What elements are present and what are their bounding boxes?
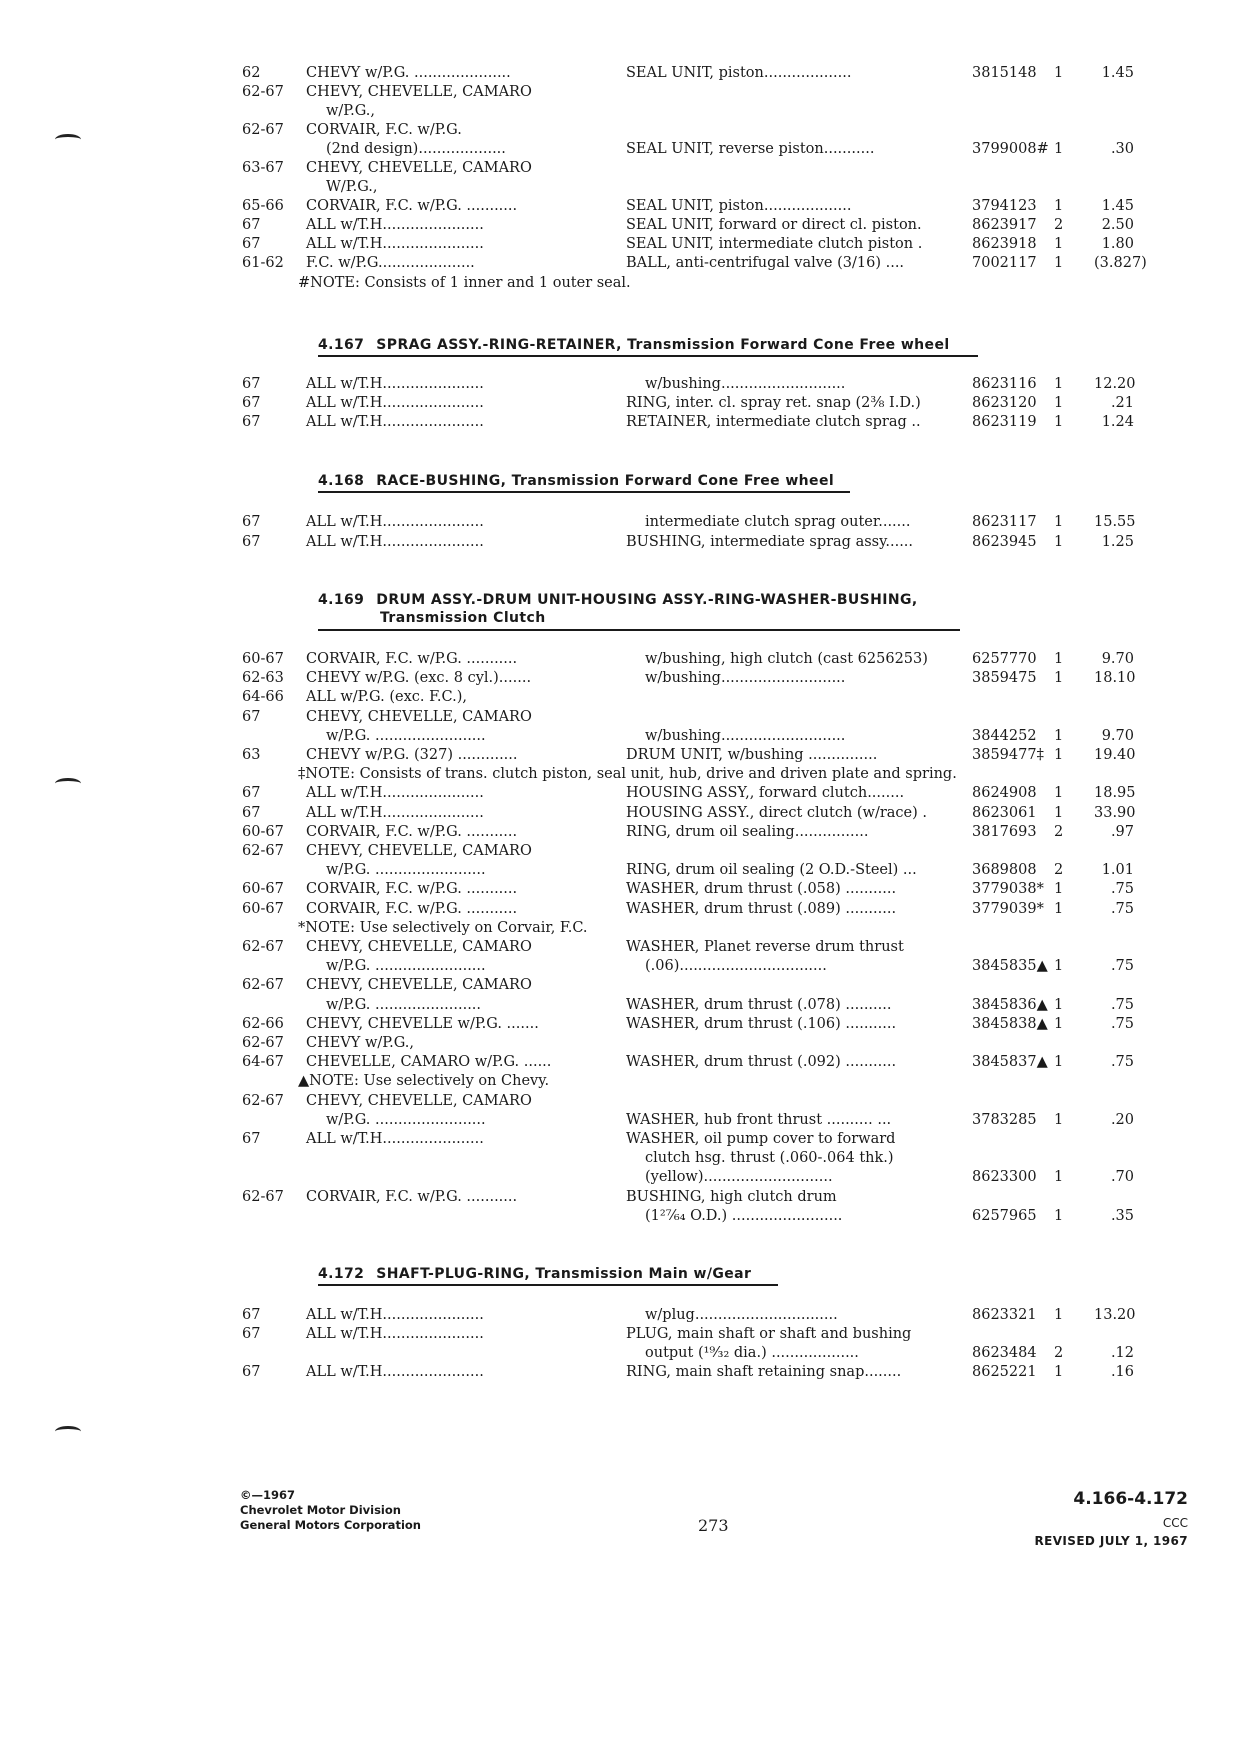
quantity: 1 xyxy=(1054,1169,1064,1186)
part-row xyxy=(0,938,1248,957)
part-row xyxy=(0,216,1248,235)
price: 1.80 xyxy=(1101,236,1134,252)
part-number: 8623061 xyxy=(972,804,1037,821)
application: ALL w/T.H...................... xyxy=(306,1131,484,1147)
company-line-2: General Motors Corporation xyxy=(240,1518,421,1532)
application: ALL w/T.H...................... xyxy=(306,1307,484,1323)
part-row xyxy=(0,669,1248,688)
model-years: 62-67 xyxy=(242,977,284,994)
quantity: 1 xyxy=(1054,141,1064,157)
quantity: 1 xyxy=(1054,198,1064,214)
part-description: (.06)................................ xyxy=(645,958,827,975)
price: 2.50 xyxy=(1101,217,1134,233)
part-row xyxy=(0,1130,1248,1149)
part-row xyxy=(0,178,1248,197)
quantity: 1 xyxy=(1054,65,1064,81)
part-row xyxy=(0,1363,1248,1382)
part-row xyxy=(0,159,1248,178)
part-row xyxy=(0,64,1248,83)
model-years: 67 xyxy=(242,708,261,725)
part-number: 7002117 xyxy=(972,255,1037,271)
section-heading-4-169 xyxy=(318,591,918,627)
part-row xyxy=(0,513,1248,532)
application: w/P.G. ....................... xyxy=(326,996,482,1013)
model-years: 67 xyxy=(242,395,261,411)
footer-copyright-block xyxy=(240,1488,421,1533)
model-years: 62 xyxy=(242,65,261,81)
part-description: SEAL UNIT, piston................... xyxy=(626,198,852,214)
note-row xyxy=(0,765,1248,784)
application: w/P.G. ........................ xyxy=(326,862,486,879)
section-number: 4.172 xyxy=(318,1266,365,1282)
model-years: 67 xyxy=(242,1307,261,1323)
part-description: RETAINER, intermediate clutch sprag .. xyxy=(626,414,921,430)
quantity: 1 xyxy=(1054,1054,1064,1071)
part-row xyxy=(0,900,1248,919)
application: ALL w/T.H...................... xyxy=(306,1364,484,1380)
application: ALL w/T.H...................... xyxy=(306,395,484,411)
heading-underline xyxy=(318,629,960,631)
application: CORVAIR, F.C. w/P.G. ........... xyxy=(306,1188,518,1205)
part-description: PLUG, main shaft or shaft and bushing xyxy=(626,1326,912,1342)
part-description: HOUSING ASSY., direct clutch (w/race) . xyxy=(626,804,927,821)
part-description: WASHER, oil pump cover to forward xyxy=(626,1131,896,1147)
part-number: 8623945 xyxy=(972,533,1037,550)
price: 1.45 xyxy=(1101,65,1134,81)
quantity: 2 xyxy=(1054,1345,1064,1361)
model-years: 62-63 xyxy=(242,670,284,687)
price: .35 xyxy=(1110,1207,1134,1224)
part-row xyxy=(0,1092,1248,1111)
application: ALL w/T.H...................... xyxy=(306,236,484,252)
part-row xyxy=(0,140,1248,159)
part-row xyxy=(0,375,1248,394)
application: ALL w/T.H...................... xyxy=(306,785,484,802)
quantity: 1 xyxy=(1054,255,1064,271)
quantity: 1 xyxy=(1054,804,1064,821)
application: CHEVY, CHEVELLE, CAMARO xyxy=(306,939,532,955)
quantity: 1 xyxy=(1054,958,1064,975)
application: w/P.G. ........................ xyxy=(326,1111,486,1128)
price: 15.55 xyxy=(1094,514,1136,530)
quantity: 1 xyxy=(1054,1307,1064,1323)
price: .75 xyxy=(1110,900,1134,917)
note-text: #NOTE: Consists of 1 inner and 1 outer seal. xyxy=(298,275,631,291)
application: ALL w/P.G. (exc. F.C.), xyxy=(306,689,467,706)
part-description: WASHER, drum thrust (.092) ........... xyxy=(626,1054,897,1071)
part-number: 3779039* xyxy=(972,900,1044,917)
part-number: 8623119 xyxy=(972,414,1037,430)
model-years: 60-67 xyxy=(242,900,284,917)
part-number: 3845837▲ xyxy=(972,1054,1048,1071)
model-years: 62-67 xyxy=(242,1092,284,1109)
application: ALL w/T.H...................... xyxy=(306,1326,484,1342)
price: .75 xyxy=(1110,996,1134,1013)
application: w/P.G., xyxy=(326,103,376,119)
part-row xyxy=(0,880,1248,899)
price: 1.25 xyxy=(1101,533,1134,550)
part-row xyxy=(0,1207,1248,1226)
model-years: 64-67 xyxy=(242,1054,284,1071)
part-row xyxy=(0,784,1248,803)
application: CHEVY, CHEVELLE w/P.G. ....... xyxy=(306,1015,539,1032)
application: CORVAIR, F.C. w/P.G. ........... xyxy=(306,900,518,917)
part-description: SEAL UNIT, intermediate clutch piston . xyxy=(626,236,923,252)
quantity: 1 xyxy=(1054,533,1064,550)
quantity: 1 xyxy=(1054,514,1064,530)
part-description: DRUM UNIT, w/bushing ............... xyxy=(626,747,878,763)
part-row xyxy=(0,650,1248,669)
price: .75 xyxy=(1110,1015,1134,1032)
part-description: w/plug............................... xyxy=(645,1307,838,1323)
part-row xyxy=(0,688,1248,707)
price: 18.10 xyxy=(1094,670,1136,687)
part-row xyxy=(0,957,1248,976)
application: w/P.G. ........................ xyxy=(326,958,486,975)
part-description: WASHER, drum thrust (.058) ........... xyxy=(626,881,897,898)
quantity: 1 xyxy=(1054,651,1064,667)
model-years: 60-67 xyxy=(242,651,284,667)
model-years: 67 xyxy=(242,533,261,550)
part-row xyxy=(0,861,1248,880)
part-row xyxy=(0,727,1248,746)
part-number: 3859475 xyxy=(972,670,1037,687)
price: 18.95 xyxy=(1094,785,1136,802)
part-description: BUSHING, high clutch drum xyxy=(626,1188,837,1205)
price: 1.01 xyxy=(1101,862,1134,879)
model-years: 61-62 xyxy=(242,255,284,271)
part-description: (1²⁷⁄₆₄ O.D.) ........................ xyxy=(645,1207,843,1224)
section-title: SPRAG ASSY.-RING-RETAINER, Transmission Forward Cone Free wheel xyxy=(376,337,950,353)
heading-underline xyxy=(318,355,978,357)
section-heading-4-172 xyxy=(318,1265,751,1283)
application: ALL w/T.H...................... xyxy=(306,414,484,430)
part-number: 8623120 xyxy=(972,395,1037,411)
quantity: 1 xyxy=(1054,996,1064,1013)
quantity: 1 xyxy=(1054,1015,1064,1032)
model-years: 62-67 xyxy=(242,1035,284,1051)
part-row xyxy=(0,1053,1248,1072)
model-years: 67 xyxy=(242,785,261,802)
part-number: 3817693 xyxy=(972,823,1037,840)
part-number: 8623917 xyxy=(972,217,1037,233)
price: 9.70 xyxy=(1101,651,1134,667)
part-number: 3799008# xyxy=(972,141,1049,157)
part-description: RING, drum oil sealing (2 O.D.-Steel) ... xyxy=(626,862,917,879)
application: CHEVY, CHEVELLE, CAMARO xyxy=(306,708,532,725)
revision-date: REVISED JULY 1, 1967 xyxy=(1034,1534,1188,1548)
quantity: 2 xyxy=(1054,823,1064,840)
part-row xyxy=(0,121,1248,140)
part-description: SEAL UNIT, forward or direct cl. piston. xyxy=(626,217,922,233)
application: CHEVELLE, CAMARO w/P.G. ...... xyxy=(306,1054,552,1071)
part-number: 3783285 xyxy=(972,1111,1037,1128)
quantity: 1 xyxy=(1054,1207,1064,1224)
price: .70 xyxy=(1110,1169,1134,1186)
part-number: 6257965 xyxy=(972,1207,1037,1224)
application: ALL w/T.H...................... xyxy=(306,376,484,392)
model-years: 67 xyxy=(242,236,261,252)
part-number: 3845836▲ xyxy=(972,996,1048,1013)
quantity: 2 xyxy=(1054,217,1064,233)
application: F.C. w/P.G..................... xyxy=(306,255,475,271)
part-description: WASHER, Planet reverse drum thrust xyxy=(626,939,904,955)
part-number: 8623117 xyxy=(972,514,1037,530)
part-number: 8625221 xyxy=(972,1364,1037,1380)
model-years: 60-67 xyxy=(242,881,284,898)
application: CHEVY w/P.G. ..................... xyxy=(306,65,511,81)
part-row xyxy=(0,413,1248,432)
price: .97 xyxy=(1110,823,1134,840)
part-number: 3844252 xyxy=(972,727,1037,744)
model-years: 64-66 xyxy=(242,689,284,706)
model-years: 67 xyxy=(242,414,261,430)
part-row xyxy=(0,1168,1248,1187)
model-years: 62-67 xyxy=(242,122,284,138)
section-heading-4-167 xyxy=(318,336,950,354)
part-row xyxy=(0,1111,1248,1130)
application: (2nd design)................... xyxy=(326,141,506,157)
price: .16 xyxy=(1110,1364,1134,1380)
application: ALL w/T.H...................... xyxy=(306,804,484,821)
quantity: 1 xyxy=(1054,670,1064,687)
note-text: ‡NOTE: Consists of trans. clutch piston, seal unit, hub, drive and driven plate and spring. xyxy=(298,766,957,783)
model-years: 62-67 xyxy=(242,84,284,100)
part-row xyxy=(0,102,1248,121)
footer-revision-block xyxy=(1034,1488,1188,1550)
section-title-line2: Transmission Clutch xyxy=(380,610,546,626)
heading-underline xyxy=(318,491,850,493)
part-row xyxy=(0,996,1248,1015)
quantity: 2 xyxy=(1054,862,1064,879)
part-description: WASHER, drum thrust (.078) .......... xyxy=(626,996,892,1013)
quantity: 1 xyxy=(1054,747,1064,763)
model-years: 67 xyxy=(242,804,261,821)
price: 1.45 xyxy=(1101,198,1134,214)
application: ALL w/T.H...................... xyxy=(306,533,484,550)
section-title: SHAFT-PLUG-RING, Transmission Main w/Gear xyxy=(376,1266,752,1282)
note-text: ▲NOTE: Use selectively on Chevy. xyxy=(298,1073,550,1090)
quantity: 1 xyxy=(1054,1364,1064,1380)
model-years: 63-67 xyxy=(242,160,284,176)
model-years: 60-67 xyxy=(242,823,284,840)
price: 13.20 xyxy=(1094,1307,1136,1323)
application: CHEVY, CHEVELLE, CAMARO xyxy=(306,84,532,100)
quantity: 1 xyxy=(1054,414,1064,430)
part-description: WASHER, hub front thrust .......... ... xyxy=(626,1111,892,1128)
price: 33.90 xyxy=(1094,804,1136,821)
part-number: 8623918 xyxy=(972,236,1037,252)
section-range: 4.166-4.172 xyxy=(1073,1489,1188,1509)
note-row xyxy=(0,1072,1248,1091)
part-row xyxy=(0,533,1248,552)
part-description: RING, drum oil sealing................ xyxy=(626,823,869,840)
part-number: 6257770 xyxy=(972,651,1037,667)
part-number: 8623321 xyxy=(972,1307,1037,1323)
part-row xyxy=(0,1015,1248,1034)
part-description: BUSHING, intermediate sprag assy...... xyxy=(626,533,914,550)
price: .30 xyxy=(1110,141,1134,157)
part-row xyxy=(0,976,1248,995)
heading-underline xyxy=(318,1284,778,1286)
part-number: 8623300 xyxy=(972,1169,1037,1186)
part-number: 8624908 xyxy=(972,785,1037,802)
model-years: 63 xyxy=(242,747,261,763)
part-number: 3845838▲ xyxy=(972,1015,1048,1032)
application: CHEVY, CHEVELLE, CAMARO xyxy=(306,1092,532,1109)
section-number: 4.168 xyxy=(318,473,365,489)
copyright: ©—1967 xyxy=(240,1488,296,1502)
part-row xyxy=(0,1034,1248,1053)
part-description: SEAL UNIT, reverse piston........... xyxy=(626,141,875,157)
price: 1.24 xyxy=(1101,414,1134,430)
application: W/P.G., xyxy=(326,179,378,195)
part-row xyxy=(0,804,1248,823)
model-years: 67 xyxy=(242,376,261,392)
part-description: RING, inter. cl. spray ret. snap (2⅜ I.D.) xyxy=(626,395,921,411)
part-row xyxy=(0,1149,1248,1168)
price: .75 xyxy=(1110,958,1134,975)
model-years: 67 xyxy=(242,1364,261,1380)
application: CORVAIR, F.C. w/P.G. ........... xyxy=(306,651,518,667)
page-number: 273 xyxy=(698,1516,729,1535)
model-years: 62-66 xyxy=(242,1015,284,1032)
quantity: 1 xyxy=(1054,785,1064,802)
application: CHEVY, CHEVELLE, CAMARO xyxy=(306,977,532,994)
section-title: RACE-BUSHING, Transmission Forward Cone Free wheel xyxy=(376,473,835,489)
application: CORVAIR, F.C. w/P.G. xyxy=(306,122,462,138)
price: .75 xyxy=(1110,1054,1134,1071)
part-number: 3689808 xyxy=(972,862,1037,879)
model-years: 65-66 xyxy=(242,198,284,214)
quantity: 1 xyxy=(1054,395,1064,411)
note-text: *NOTE: Use selectively on Corvair, F.C. xyxy=(298,919,588,936)
quantity: 1 xyxy=(1054,376,1064,392)
quantity: 1 xyxy=(1054,727,1064,744)
price: .20 xyxy=(1110,1111,1134,1128)
part-number: 3859477‡ xyxy=(972,747,1044,763)
part-description: (yellow)............................ xyxy=(645,1169,833,1186)
application: CHEVY w/P.G., xyxy=(306,1035,414,1051)
application: CHEVY, CHEVELLE, CAMARO xyxy=(306,843,532,859)
part-row xyxy=(0,708,1248,727)
application: ALL w/T.H...................... xyxy=(306,217,484,233)
part-row xyxy=(0,1344,1248,1363)
part-number: 8623484 xyxy=(972,1345,1037,1361)
catalog-code: CCC xyxy=(1162,1516,1188,1530)
price: 12.20 xyxy=(1094,376,1136,392)
part-row xyxy=(0,842,1248,861)
part-description: w/bushing, high clutch (cast 6256253) xyxy=(645,651,928,667)
part-description: SEAL UNIT, piston................... xyxy=(626,65,852,81)
part-description: w/bushing........................... xyxy=(645,727,846,744)
application: CHEVY w/P.G. (exc. 8 cyl.)....... xyxy=(306,670,532,687)
part-description: w/bushing........................... xyxy=(645,376,846,392)
price: .75 xyxy=(1110,881,1134,898)
application: CORVAIR, F.C. w/P.G. ........... xyxy=(306,823,518,840)
part-description: w/bushing........................... xyxy=(645,670,846,687)
part-row xyxy=(0,235,1248,254)
part-number: 3815148 xyxy=(972,65,1037,81)
part-row xyxy=(0,1325,1248,1344)
part-row xyxy=(0,394,1248,413)
part-number: 3794123 xyxy=(972,198,1037,214)
model-years: 67 xyxy=(242,514,261,530)
part-description: WASHER, drum thrust (.089) ........... xyxy=(626,900,897,917)
part-description: intermediate clutch sprag outer....... xyxy=(645,514,911,530)
section-number: 4.167 xyxy=(318,337,365,353)
quantity: 1 xyxy=(1054,900,1064,917)
application: CORVAIR, F.C. w/P.G. ........... xyxy=(306,198,518,214)
part-number: 8623116 xyxy=(972,376,1037,392)
price: .21 xyxy=(1110,395,1134,411)
section-title: DRUM ASSY.-DRUM UNIT-HOUSING ASSY.-RING-WASHER-BUSHING, xyxy=(376,592,918,608)
part-number: 3845835▲ xyxy=(972,958,1048,975)
part-description: RING, main shaft retaining snap........ xyxy=(626,1364,902,1380)
quantity: 1 xyxy=(1054,1111,1064,1128)
note-row xyxy=(0,919,1248,938)
part-number: 3779038* xyxy=(972,881,1044,898)
application: CHEVY w/P.G. (327) ............. xyxy=(306,747,518,763)
part-row xyxy=(0,823,1248,842)
margin-mark xyxy=(55,1426,81,1437)
part-description: WASHER, drum thrust (.106) ........... xyxy=(626,1015,897,1032)
application: CHEVY, CHEVELLE, CAMARO xyxy=(306,160,532,176)
company-line-1: Chevrolet Motor Division xyxy=(240,1503,401,1517)
model-years: 67 xyxy=(242,1326,261,1342)
price: .12 xyxy=(1110,1345,1134,1361)
part-description: BALL, anti-centrifugal valve (3/16) .... xyxy=(626,255,905,271)
quantity: 1 xyxy=(1054,881,1064,898)
model-years: 62-67 xyxy=(242,939,284,955)
price: 9.70 xyxy=(1101,727,1134,744)
part-row xyxy=(0,254,1248,273)
part-row xyxy=(0,83,1248,102)
model-years: 67 xyxy=(242,217,261,233)
part-row xyxy=(0,1188,1248,1207)
quantity: 1 xyxy=(1054,236,1064,252)
part-row xyxy=(0,746,1248,765)
price: (3.827) xyxy=(1094,255,1147,271)
model-years: 62-67 xyxy=(242,843,284,859)
application: CORVAIR, F.C. w/P.G. ........... xyxy=(306,881,518,898)
application: w/P.G. ........................ xyxy=(326,727,486,744)
part-row xyxy=(0,1306,1248,1325)
part-description: HOUSING ASSY,, forward clutch........ xyxy=(626,785,905,802)
model-years: 62-67 xyxy=(242,1188,284,1205)
part-description: output (¹⁹⁄₃₂ dia.) ................... xyxy=(645,1345,859,1361)
price: 19.40 xyxy=(1094,747,1136,763)
section-heading-4-168 xyxy=(318,472,834,490)
part-description: clutch hsg. thrust (.060-.064 thk.) xyxy=(645,1150,894,1167)
model-years: 67 xyxy=(242,1131,261,1147)
part-row xyxy=(0,197,1248,216)
section-number: 4.169 xyxy=(318,592,365,608)
application: ALL w/T.H...................... xyxy=(306,514,484,530)
